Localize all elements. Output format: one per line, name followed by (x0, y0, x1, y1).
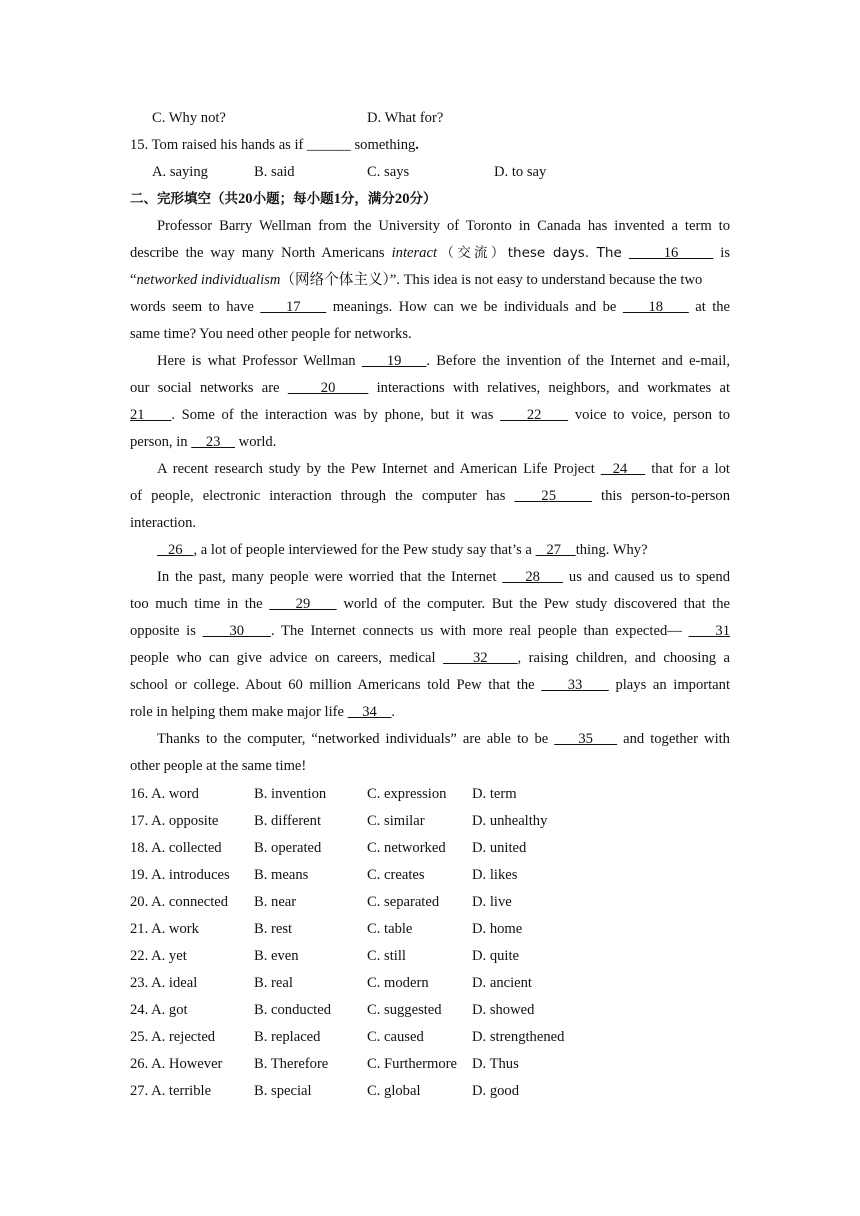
blank-27: 27 (535, 542, 576, 558)
blank-31: 31 (688, 623, 731, 639)
option-a: 19. A. introduces (130, 867, 230, 883)
option-d: D. good (472, 1083, 520, 1099)
p6-text: and together with (623, 731, 730, 747)
p5-text: opposite is (130, 623, 196, 639)
option-d: D. quite (472, 948, 520, 964)
q15-stem (130, 136, 419, 154)
option-b: B. replaced (254, 1029, 321, 1045)
option-c: C. still (367, 948, 406, 964)
p1-line3 (130, 271, 702, 289)
p1-text: （网络个体主义）”. This idea is not easy to understand because the two (280, 272, 703, 288)
p1-italic-term: networked individualism (136, 272, 281, 288)
p1-italic-term: interact (391, 245, 438, 261)
section-heading-part2: 小题；每小题 (252, 191, 334, 207)
p5-text: . The Internet connects us with more real people than expected— (270, 623, 682, 639)
p5-line5 (130, 676, 730, 694)
p1-text: describe the way many North Americans (130, 245, 385, 261)
option-d: D. home (472, 921, 523, 937)
option-d: D. showed (472, 1002, 535, 1018)
option-d: D. Thus (472, 1056, 519, 1072)
p2-text: . Before the invention of the Internet and e-mail, (426, 353, 730, 369)
option-d: D. likes (472, 867, 518, 883)
q15-option-c: C. says (367, 164, 410, 180)
p5-text: . (391, 704, 396, 720)
p1-text: words seem to have (130, 299, 254, 315)
blank-21: 21 (130, 407, 172, 423)
blank-19: 19 (361, 353, 427, 369)
option-b: B. conducted (254, 1002, 332, 1018)
p1-line1: Professor Barry Wellman from the University of Toronto in Canada has invented a term to (157, 218, 730, 234)
option-a: 24. A. got (130, 1002, 188, 1018)
option-b: B. special (254, 1083, 312, 1099)
option-a: 23. A. ideal (130, 975, 198, 991)
section-heading-part: 二、完形填空（共 (130, 191, 238, 207)
blank-28: 28 (502, 569, 564, 585)
blank-20: 20 (287, 380, 369, 396)
option-c: C. modern (367, 975, 429, 991)
p6-line2: other people at the same time! (130, 758, 307, 774)
p6-line1 (157, 730, 730, 748)
blank-24: 24 (600, 461, 646, 477)
blank-32: 32 (443, 650, 518, 666)
option-d: D. term (472, 786, 517, 802)
p5-line4 (130, 649, 730, 667)
blank-30: 30 (202, 623, 271, 639)
p2-text: interactions with relatives, neighbors, and workmates at (376, 380, 730, 396)
p1-text: “ (130, 272, 137, 288)
option-b: B. rest (254, 921, 293, 937)
p1-text: （交流）these days. The (437, 245, 622, 261)
option-c: C. suggested (367, 1002, 442, 1018)
p4-line1 (157, 541, 648, 559)
option-d: D. unhealthy (472, 813, 548, 829)
p4-text: , a lot of people interviewed for the Pew study say that’s a (193, 542, 532, 558)
option-b: B. even (254, 948, 299, 964)
option-c: C. separated (367, 894, 440, 910)
option-b: B. different (254, 813, 322, 829)
p2-text: world. (238, 434, 277, 450)
option-a: 26. A. However (130, 1056, 223, 1072)
p1-text: at the (695, 299, 731, 315)
option-a: 22. A. yet (130, 948, 187, 964)
p2-text: our social networks are (130, 380, 280, 396)
blank-16: 16 (628, 245, 714, 261)
p2-line4 (130, 433, 276, 451)
p3-text: that for a lot (651, 461, 730, 477)
p5-text: people who can give advice on careers, medical (130, 650, 436, 666)
p5-text: In the past, many people were worried that the Internet (157, 569, 497, 585)
option-b: B. means (254, 867, 309, 883)
q15-option-d: D. to say (494, 164, 547, 180)
blank-34: 34 (347, 704, 392, 720)
blank-25: 25 (514, 488, 593, 504)
p2-line1 (157, 352, 730, 370)
p2-line3 (130, 406, 730, 424)
option-b: B. Therefore (254, 1056, 329, 1072)
option-c: C. table (367, 921, 413, 937)
p5-text: world of the computer. But the Pew study discovered that the (343, 596, 730, 612)
option-c: C. creates (367, 867, 425, 883)
option-a: 18. A. collected (130, 840, 222, 856)
option-c: C. expression (367, 786, 447, 802)
p5-text: plays an important (615, 677, 731, 693)
section-heading-part3: 分，满分 (340, 191, 395, 207)
option-a: 17. A. opposite (130, 813, 219, 829)
option-d: D. live (472, 894, 512, 910)
option-b: B. near (254, 894, 297, 910)
p3-text: A recent research study by the Pew Internet and American Life Project (157, 461, 595, 477)
p6-text: Thanks to the computer, “networked individuals” are able to be (157, 731, 549, 747)
p3-line1 (157, 460, 730, 478)
section-heading-end: 分） (409, 191, 437, 207)
q15-option-b: B. said (254, 164, 295, 180)
q15-stem-end: . (415, 137, 419, 153)
section-heading (130, 190, 436, 208)
q14-option-d: D. What for? (367, 110, 444, 126)
p1-text: is (720, 245, 731, 261)
p3-line2 (130, 487, 730, 505)
option-a: 25. A. rejected (130, 1029, 216, 1045)
blank-22: 22 (500, 407, 569, 423)
p5-line2 (130, 595, 730, 613)
option-d: D. ancient (472, 975, 532, 991)
p2-text: Here is what Professor Wellman (157, 353, 356, 369)
blank-23: 23 (191, 434, 235, 450)
p3-text: of people, electronic interaction through the computer has (130, 488, 506, 504)
p4-text: thing. Why? (575, 542, 648, 558)
p5-text: role in helping them make major life (130, 704, 344, 720)
section-heading-score: 1 (333, 191, 341, 207)
blank-33: 33 (541, 677, 609, 693)
p5-text: school or college. About 60 million Americans told Pew that the (130, 677, 535, 693)
option-a: 21. A. work (130, 921, 199, 937)
q14-option-c: C. Why not? (152, 110, 226, 126)
option-b: B. real (254, 975, 293, 991)
q15-stem-text: 15. Tom raised his hands as if ______ something (130, 137, 416, 153)
option-c: C. Furthermore (367, 1056, 457, 1072)
option-c: C. global (367, 1083, 421, 1099)
section-heading-count: 20 (238, 191, 253, 207)
option-b: B. invention (254, 786, 327, 802)
p2-line2 (130, 379, 730, 397)
p3-text: this person-to-person (601, 488, 730, 504)
p5-line1 (157, 568, 730, 586)
option-a: 20. A. connected (130, 894, 229, 910)
p5-line6 (130, 703, 395, 721)
option-d: D. strengthened (472, 1029, 565, 1045)
blank-29: 29 (269, 596, 337, 612)
p1-line5: same time? You need other people for networks. (130, 326, 412, 342)
p2-text: . Some of the interaction was by phone, but it was (171, 407, 494, 423)
p1-line4 (130, 298, 730, 316)
p1-text: meanings. How can we be individuals and be (332, 299, 617, 315)
p2-text: person, in (130, 434, 188, 450)
option-b: B. operated (254, 840, 322, 856)
blank-17: 17 (260, 299, 327, 315)
p1-line2 (130, 244, 730, 262)
option-c: C. caused (367, 1029, 424, 1045)
option-c: C. similar (367, 813, 425, 829)
blank-18: 18 (622, 299, 689, 315)
p5-text: us and caused us to spend (568, 569, 730, 585)
option-a: 16. A. word (130, 786, 199, 802)
q15-option-a: A. saying (152, 164, 208, 180)
section-heading-total: 20 (394, 191, 410, 207)
p5-line3 (130, 622, 730, 640)
p3-line3: interaction. (130, 515, 197, 531)
option-d: D. united (472, 840, 527, 856)
p5-text: , raising children, and choosing a (517, 650, 730, 666)
p5-text: too much time in the (130, 596, 263, 612)
option-a: 27. A. terrible (130, 1083, 212, 1099)
blank-26: 26 (157, 542, 194, 558)
p2-text: voice to voice, person to (574, 407, 731, 423)
option-c: C. networked (367, 840, 446, 856)
blank-35: 35 (554, 731, 618, 747)
